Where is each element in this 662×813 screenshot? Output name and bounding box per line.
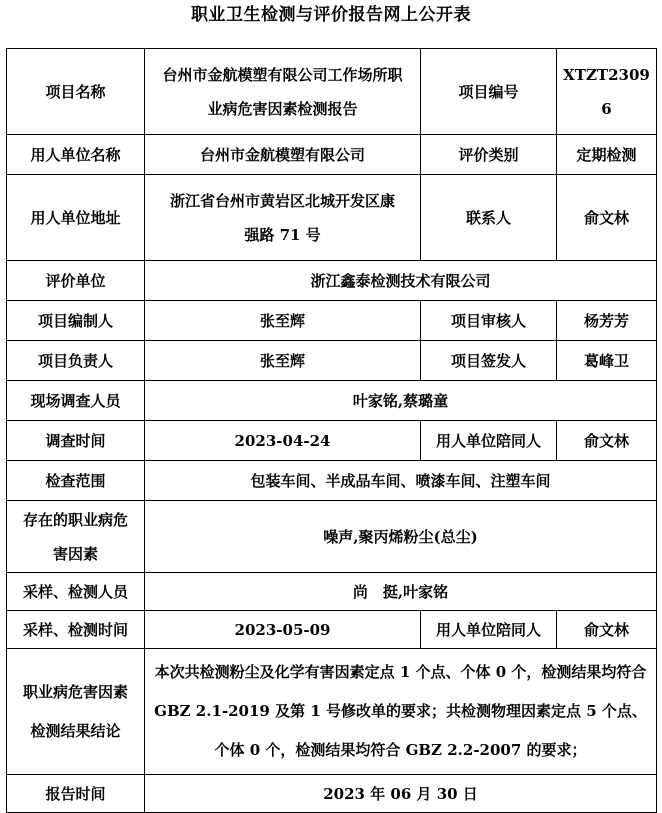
issuer-label: 项目签发人 [421,341,557,381]
compiler-label: 项目编制人 [7,301,145,341]
sampling-companion-value: 俞文林 [557,611,657,649]
page-title: 职业卫生检测与评价报告网上公开表 [191,5,471,25]
project-name-value: 台州市金航模塑有限公司工作场所职业病危害因素检测报告 [145,49,421,135]
report-time-value: 2023 年 06 月 30 日 [145,775,657,813]
scope-label: 检查范围 [7,461,145,501]
reviewer-label: 项目审核人 [421,301,557,341]
project-no-value: XTZT23096 [557,49,657,135]
project-name-label: 项目名称 [7,49,145,135]
conclusion-label: 职业病危害因素检测结果结论 [7,649,145,775]
surveyors-value: 叶家铭,蔡璐童 [145,381,657,421]
samplers-label: 采样、检测人员 [7,573,145,611]
issuer-value: 葛峰卫 [557,341,657,381]
row-employer-address [7,175,657,261]
row-employer-name [7,135,657,175]
row-sampling-time [7,611,657,649]
survey-time-label: 调查时间 [7,421,145,461]
row-leader [7,341,657,381]
sampling-time-value: 2023-05-09 [145,611,421,649]
eval-type-value: 定期检测 [557,135,657,175]
employer-address-value: 浙江省台州市黄岩区北城开发区康强路 71 号 [145,175,421,261]
row-conclusion [7,649,657,775]
employer-name-label: 用人单位名称 [7,135,145,175]
sampling-time-label: 采样、检测时间 [7,611,145,649]
report-table [6,48,657,813]
samplers-value: 尚 挺,叶家铭 [145,573,657,611]
row-scope [7,461,657,501]
row-project-name [7,49,657,135]
eval-type-label: 评价类别 [421,135,557,175]
hazards-value: 噪声,聚丙烯粉尘(总尘) [145,501,657,573]
eval-unit-label: 评价单位 [7,261,145,301]
row-survey-time [7,421,657,461]
contact-value: 俞文林 [557,175,657,261]
row-compiler [7,301,657,341]
compiler-value: 张至辉 [145,301,421,341]
row-samplers [7,573,657,611]
employer-address-label: 用人单位地址 [7,175,145,261]
row-surveyors [7,381,657,421]
reviewer-value: 杨芳芳 [557,301,657,341]
leader-value: 张至辉 [145,341,421,381]
leader-label: 项目负责人 [7,341,145,381]
employer-name-value: 台州市金航模塑有限公司 [145,135,421,175]
row-report-time [7,775,657,813]
survey-companion-value: 俞文林 [557,421,657,461]
project-no-label: 项目编号 [421,49,557,135]
survey-companion-label: 用人单位陪同人 [421,421,557,461]
row-eval-unit [7,261,657,301]
conclusion-value: 本次共检测粉尘及化学有害因素定点 1 个点、个体 0 个，检测结果均符合 GBZ 2.1-2019 及第 1 号修改单的要求；共检测物理因素定点 5 个点、个体 0 个，检测结果均符合 GBZ 2.2-2007 的要求； [145,649,657,775]
survey-time-value: 2023-04-24 [145,421,421,461]
contact-label: 联系人 [421,175,557,261]
report-time-label: 报告时间 [7,775,145,813]
sampling-companion-label: 用人单位陪同人 [421,611,557,649]
row-hazards [7,501,657,573]
scope-value: 包装车间、半成品车间、喷漆车间、注塑车间 [145,461,657,501]
eval-unit-value: 浙江鑫泰检测技术有限公司 [145,261,657,301]
surveyors-label: 现场调查人员 [7,381,145,421]
hazards-label: 存在的职业病危害因素 [7,501,145,573]
